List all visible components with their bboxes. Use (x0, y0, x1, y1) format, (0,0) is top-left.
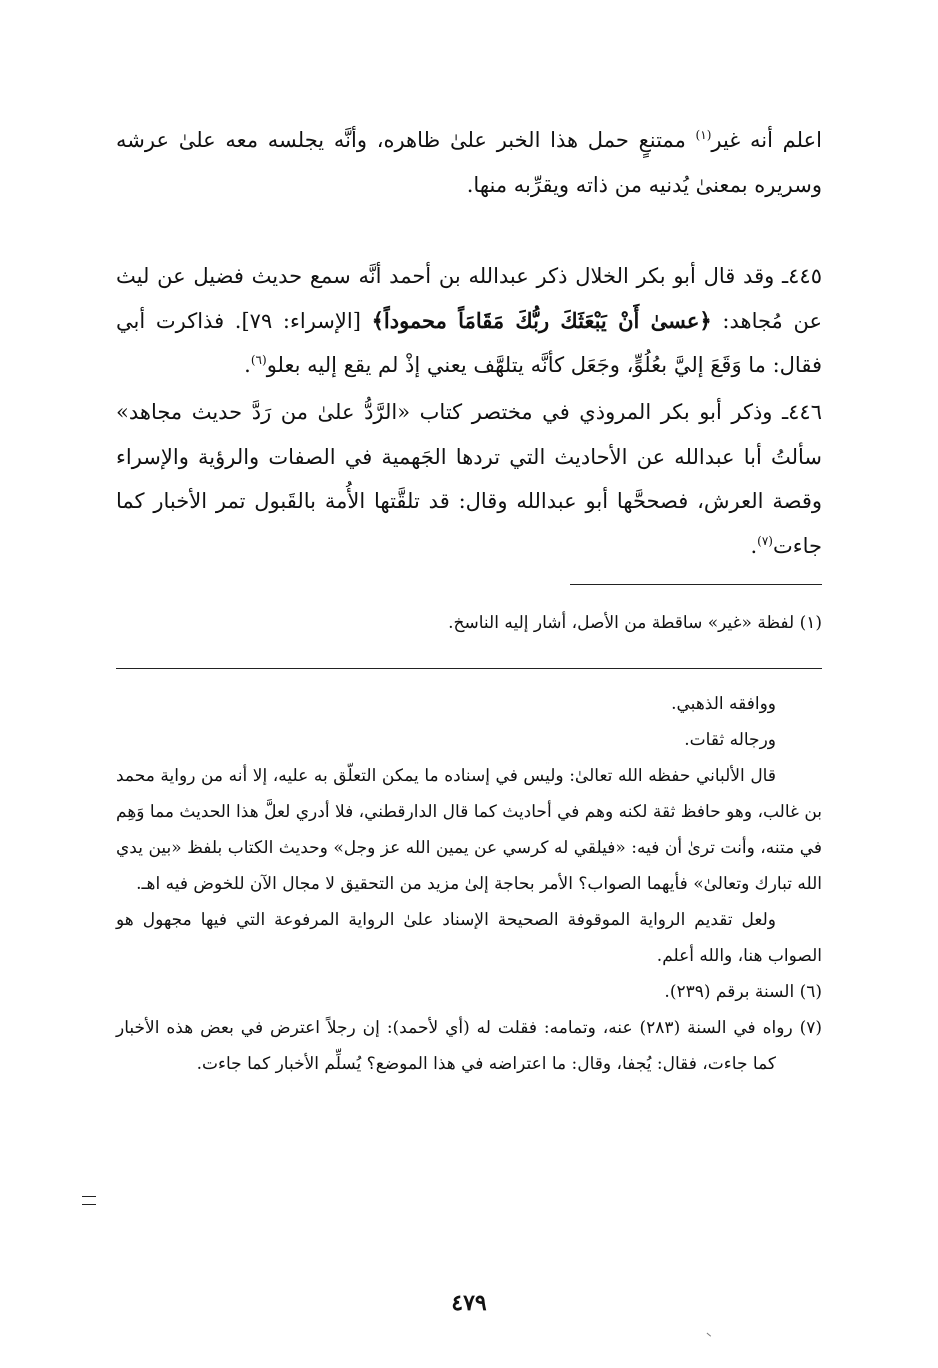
page-number: ٤٧٩ (451, 1290, 487, 1316)
paragraph-intro-text-a: اعلم أنه غير (711, 128, 822, 152)
paragraph-445-text-a: ٤٤٥ـ وقد قال أبو بكر الخلال ذكر عبدالله بن أحمد أنَّه سمع حديث فضيل عن ليث عن مُجاهد: (116, 264, 822, 333)
paragraph-445-text-c: . (244, 353, 251, 377)
paragraph-intro (116, 118, 822, 207)
paragraph-intro-text-b: ممتنعٍ حمل هذا الخبر علىٰ ظاهره، وأنَّه يجلسه معه علىٰ عرشه وسريره بمعنىٰ يُدنيه من ذاته ويقرِّبه منها. (116, 128, 822, 197)
footnote-divider (570, 584, 822, 585)
footnote-6: (٦) السنة برقم (٢٣٩). (664, 982, 822, 1002)
notes-divider (116, 668, 822, 669)
scan-mark (706, 1333, 711, 1338)
paragraph-445-text-b: [الإسراء: ٧٩]. فذاكرت أبي فقال: ما وَقَعَ إليَّ بعُلُوٍّ، وجَعَل كأنَّه يتلهَّف يعني إذْ لم يقع إليه بعلو (116, 308, 822, 377)
margin-mark (82, 1196, 96, 1205)
footnote-1: (١) لفظة «غير» ساقطة من الأصل، أشار إليه الناسخ. (448, 613, 822, 633)
note-line-thiqat: ورجاله ثقات. (684, 730, 776, 750)
note-conclusion: ولعل تقديم الرواية الموقوفة الصحيحة الإسناد علىٰ الرواية المرفوعة التي فيها مجهول هو الصواب هنا، والله أعلم. (116, 910, 822, 966)
note-line-dhahabi: ووافقه الذهبي. (671, 694, 776, 714)
paragraph-445 (116, 254, 822, 388)
continued-notes (116, 686, 822, 1082)
footnote-ref-7: (٧) (757, 533, 773, 548)
footnote-ref-1: (١) (695, 128, 712, 142)
quran-quote: ﴿عسىٰ أَنْ يَبْعَثَكَ ربُّكَ مَقَامَاً محموداً﴾ (371, 307, 712, 333)
paragraph-446-text-b: . (750, 533, 758, 558)
paragraph-446-text-a: ٤٤٦ـ وذكر أبو بكر المروذي في مختصر كتاب «الرَّدُّ علىٰ من رَدَّ حديث مجاهد» سألتُ أبا عبدالله عن الأحاديث التي تردها الجَهمية في الصفات والرؤية والإسراء وقصة العرش، فصححَّها أبو عبدالله وقال: قد تلقَّتها الأُمة بالقَبول تمر الأخبار كما جاءت (116, 400, 822, 558)
footnote-7: (٧) رواه في السنة (٢٨٣) عنه، وتمامه: فقلت له (أي لأحمد): إن رجلاً اعترض في بعض هذه الأخبار كما جاءت، فقال: يُجفا، وقال: ما اعتراضه في هذا الموضع؟ يُسلِّم الأخبار كما جاءت. (116, 1018, 822, 1074)
note-albani: قال الألباني حفظه الله تعالىٰ: وليس في إسناده ما يمكن التعلّق به عليه، إلا أنه من رواية محمد بن غالب، وهو حافظ ثقة لكنه وهم في أحاديث كما قال الدارقطني، فلا أدري لعلَّ هذا الحديث مما وَهِم في متنه، وأنت ترىٰ أن فيه: «فيلقي له كرسي عن يمين الله عز وجل» وحديث الكتاب بلفظ «بين يدي الله تبارك وتعالىٰ» فأيهما الصواب؟ الأمر بحاجة إلىٰ مزيد من التحقيق لا مجال الآن للخوض فيه اهـ. (116, 766, 822, 894)
paragraph-446 (116, 390, 822, 568)
footnote-ref-6: (٦) (250, 353, 267, 367)
